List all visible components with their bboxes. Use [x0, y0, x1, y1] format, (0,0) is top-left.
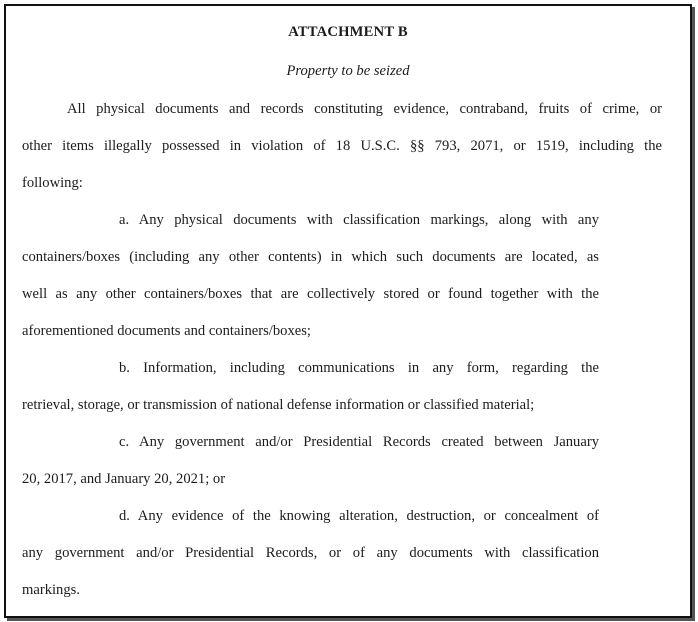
item-d-line-1: d. Any evidence of the knowing alteration, destruction, or concealment of: [119, 508, 599, 524]
item-d-line-2: any government and/or Presidential Records, or of any documents with classification: [22, 545, 599, 561]
document-title: ATTACHMENT B: [288, 24, 408, 40]
item-c-line-2: 20, 2017, and January 20, 2021; or: [22, 471, 226, 487]
item-d-line-3: markings.: [22, 582, 80, 598]
intro-line-2: other items illegally possessed in violation of 18 U.S.C. §§ 793, 2071, or 1519, including the: [22, 138, 662, 154]
item-a-line-3: well as any other containers/boxes that are collectively stored or found together with the: [22, 286, 599, 302]
item-a-line-2: containers/boxes (including any other contents) in which such documents are located, as: [22, 249, 599, 265]
item-a-line-4: aforementioned documents and containers/boxes;: [22, 323, 311, 339]
item-b-line-2: retrieval, storage, or transmission of national defense information or classified material;: [22, 397, 535, 413]
intro-line-1: All physical documents and records constituting evidence, contraband, fruits of crime, or: [67, 101, 662, 117]
document-subtitle: Property to be seized: [286, 63, 410, 79]
item-a-line-1: a. Any physical documents with classification markings, along with any: [119, 212, 599, 228]
intro-line-3: following:: [22, 175, 83, 191]
item-c-line-1: c. Any government and/or Presidential Records created between January: [119, 434, 599, 450]
document-page: [4, 4, 692, 618]
item-b-line-1: b. Information, including communications in any form, regarding the: [119, 360, 599, 376]
